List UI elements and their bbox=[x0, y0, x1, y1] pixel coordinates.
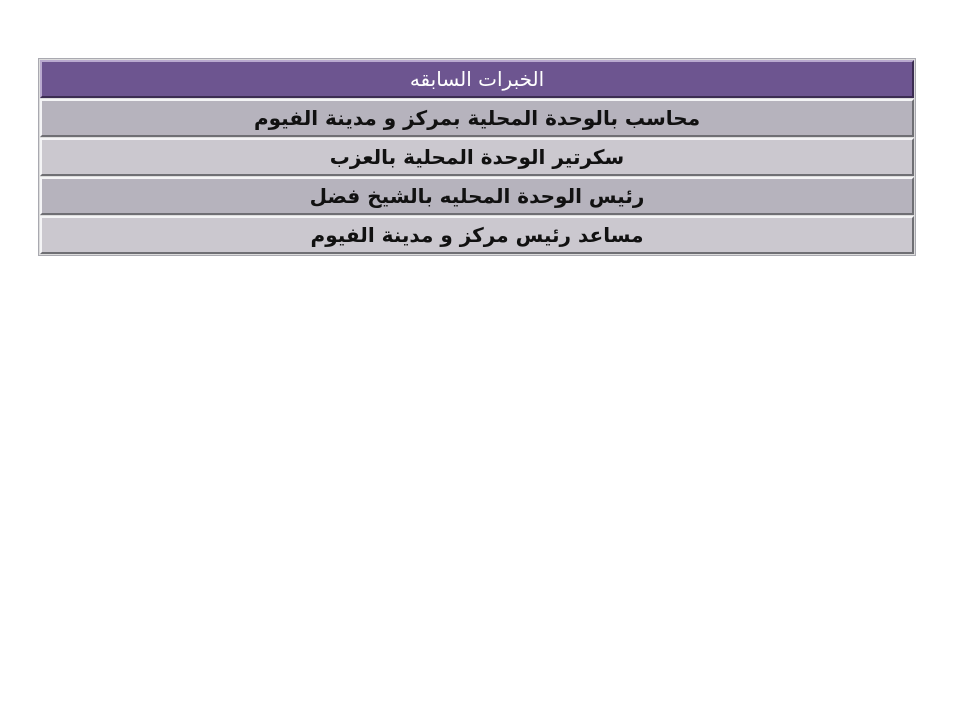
table-row: رئيس الوحدة المحليه بالشيخ فضل bbox=[40, 177, 914, 215]
table-header: الخبرات السابقه bbox=[40, 60, 914, 98]
table-row: مساعد رئيس مركز و مدينة الفيوم bbox=[40, 216, 914, 254]
experience-table bbox=[38, 58, 916, 256]
table-row: سكرتير الوحدة المحلية بالعزب bbox=[40, 138, 914, 176]
table-row: محاسب بالوحدة المحلية بمركز و مدينة الفيوم bbox=[40, 99, 914, 137]
